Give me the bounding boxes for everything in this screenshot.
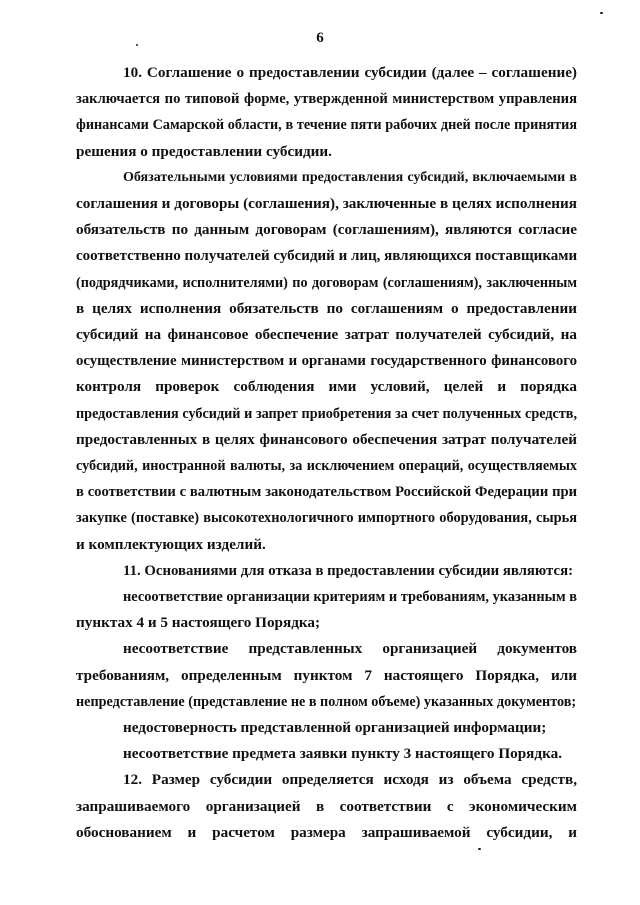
text-line: закупке (поставке) высокотехнологичного импортного оборудования, сырья xyxy=(76,510,577,527)
text-line: в соответствии с валютным законодательством Российской Федерации при xyxy=(76,484,577,501)
paragraph-12 xyxy=(76,767,577,846)
page-number: 6 xyxy=(316,30,324,46)
text-line: несоответствие предмета заявки пункту 3 настоящего Порядка. xyxy=(123,745,562,763)
text-line: соответственно получателей субсидий и лиц, являющихся поставщиками xyxy=(76,248,578,265)
text-line: соглашения и договоры (соглашения), заключенные в целях исполнения xyxy=(76,195,577,213)
text-line: субсидий на финансовое обеспечение затрат получателей субсидий, на xyxy=(76,326,577,344)
paragraph-11-item-1 xyxy=(76,584,577,636)
scan-speck xyxy=(136,44,138,46)
text-line: 10. Соглашение о предоставлении субсидии (далее – соглашение) xyxy=(123,64,577,81)
paragraph-11-item-2 xyxy=(76,636,577,715)
text-line: обоснованием и расчетом размера запрашиваемой субсидии, и xyxy=(76,823,577,841)
paragraph-10 xyxy=(76,60,577,165)
text-line: несоответствие представленных организацией документов xyxy=(123,640,577,658)
scan-speck xyxy=(478,848,481,850)
paragraph-11 xyxy=(76,558,577,584)
paragraph-11-item-3 xyxy=(76,715,577,741)
text-line: непредставление (представление не в полном объеме) указанных документов; xyxy=(76,693,577,710)
text-line: и комплектующих изделий. xyxy=(76,535,266,553)
text-line: контроля проверок соблюдения ими условий, целей и порядка xyxy=(76,378,577,396)
text-line: несоответствие организации критериям и требованиям, указанным в xyxy=(123,589,578,606)
text-line: предоставления субсидий и запрет приобретения за счет полученных средств, xyxy=(76,405,577,422)
text-line: в целях исполнения обязательств по соглашениям о предоставлении xyxy=(76,299,577,317)
paragraph-11-item-4 xyxy=(76,741,577,767)
text-line: (подрядчиками, исполнителями) по договорам (соглашениям), заключенным xyxy=(76,274,577,291)
text-line: Обязательными условиями предоставления субсидий, включаемыми в xyxy=(123,169,577,185)
scan-speck xyxy=(600,12,603,14)
text-line: недостоверность представленной организацией информации; xyxy=(123,719,547,737)
text-line: требованиям, определенным пунктом 7 настоящего Порядка, или xyxy=(76,666,577,684)
text-line: пунктах 4 и 5 настоящего Порядка; xyxy=(76,614,321,632)
document-body xyxy=(76,60,577,846)
text-line: 11. Основаниями для отказа в предоставлении субсидии являются: xyxy=(123,562,573,579)
text-line: обязательств по данным договорам (соглашениям), являются согласие xyxy=(76,221,577,239)
text-line: финансами Самарской области, в течение пяти рабочих дней после принятия xyxy=(76,117,577,134)
text-line: субсидий, иностранной валюты, за исключением операций, осуществляемых xyxy=(76,458,577,475)
text-line: решения о предоставлении субсидии. xyxy=(76,142,332,160)
text-line: запрашиваемого организацией в соответствии с экономическим xyxy=(76,797,577,815)
text-line: заключается по типовой форме, утвержденной министерством управления xyxy=(76,91,577,108)
text-line: предоставленных в целях финансового обеспечения затрат получателей xyxy=(76,430,577,448)
text-line: 12. Размер субсидии определяется исходя из объема средств, xyxy=(123,771,577,789)
text-line: осуществление министерством и органами государственного финансового xyxy=(76,353,577,370)
paragraph-conditions xyxy=(76,165,577,558)
